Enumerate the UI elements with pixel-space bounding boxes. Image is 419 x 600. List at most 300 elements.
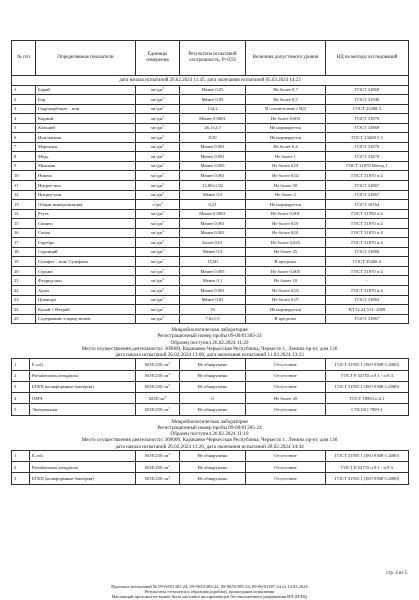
row-number <box>12 370 30 381</box>
unit-cell-text: мг/дм <box>151 115 163 121</box>
lab2-dates: дата начала испытаний 26.02.2024 11:20, дата окончания испытаний 28.02.2024 14:44 <box>115 443 304 450</box>
table-row <box>12 171 409 181</box>
limit-cell <box>246 286 326 296</box>
limit-cell <box>246 133 326 143</box>
unit-cell: $мг/дм^3$ <box>136 85 180 95</box>
table-row <box>12 181 409 191</box>
indicator-name <box>36 123 136 133</box>
unit-cell-text: мг/дм <box>151 287 163 293</box>
table-row <box>12 114 409 124</box>
unit-cell: $мг/дм^3$ <box>136 314 180 324</box>
unit-cell: $мг/дм^3$ <box>136 276 180 286</box>
indicator-name <box>36 95 136 105</box>
result-cell <box>180 171 246 181</box>
indicator-name <box>36 133 136 143</box>
unit-cell: $мг/дм^3$ <box>136 257 180 267</box>
row-number <box>12 171 36 181</box>
indicator-name <box>30 359 136 370</box>
row-number <box>12 381 30 392</box>
unit-cell: $мг/дм^3$ <box>136 295 180 305</box>
result-cell-text: Менее 0,0001 <box>199 211 226 217</box>
indicator-name <box>30 381 136 392</box>
table-row <box>12 228 409 238</box>
limit-cell <box>246 238 326 248</box>
result-cell <box>180 85 246 95</box>
row-number-text: 2 <box>14 96 17 102</box>
limit-cell <box>246 393 326 404</box>
indicator-name-text: Нитрат-ион <box>38 182 61 188</box>
method-cell <box>326 314 409 324</box>
row-number-text: 25 <box>14 316 19 322</box>
method-cell-text: РД 52.24.514 -2009 <box>348 306 386 312</box>
header-cell-text: Величина допустимого уровня <box>252 55 319 61</box>
indicator-name-text: Нитрит-ион <box>38 192 62 198</box>
indicator-name-text: ОМЧ <box>32 395 43 401</box>
limit-cell <box>246 161 326 171</box>
method-cell <box>326 209 409 219</box>
table-row <box>12 238 409 248</box>
limit-cell-text: Не нормируется <box>269 134 302 140</box>
result-cell <box>180 142 246 152</box>
footer-line-2: Результаты относятся к образцам (пробам), прошедшим испытания <box>144 589 275 594</box>
indicator-name <box>36 85 136 95</box>
result-cell <box>180 104 246 114</box>
indicator-name-text: Бор <box>38 96 46 102</box>
method-cell <box>326 190 409 200</box>
result-cell-text: Менее 0,05 <box>201 96 224 102</box>
result-cell <box>180 161 246 171</box>
unit-cell-text: мг/дм <box>151 268 163 274</box>
result-cell <box>180 228 246 238</box>
table-row <box>12 257 409 267</box>
unit-cell-text: мг/дм <box>151 125 163 131</box>
row-number-text: 17 <box>14 239 19 245</box>
unit-cell-text: КОЕ/250 см <box>145 373 169 379</box>
result-cell-text: Более 0,01 <box>202 239 223 245</box>
method-cell-text: ГОСТ 31955.1 (ISO 9308-1:2000) <box>334 361 400 367</box>
table-row <box>12 404 409 415</box>
indicator-name-text: Кальций <box>38 125 55 131</box>
indicator-name-text: Свинец <box>38 220 53 226</box>
limit-cell <box>246 404 326 415</box>
row-number-text: 6 <box>14 134 17 140</box>
unit-cell-text: мг/дм <box>151 297 163 303</box>
table-row <box>12 393 409 404</box>
table-row <box>12 314 409 324</box>
method-cell-text: - <box>366 278 368 284</box>
row-number-text: 4 <box>14 115 17 121</box>
method-cell <box>326 295 409 305</box>
limit-cell <box>246 152 326 162</box>
result-cell-text: Не обнаружено <box>197 453 228 459</box>
result-cell <box>180 190 246 200</box>
date-cell <box>12 76 409 86</box>
row-number <box>12 305 36 315</box>
indicator-name <box>30 450 136 461</box>
table-row <box>12 305 409 315</box>
method-cell <box>326 85 409 95</box>
row-number <box>12 276 36 286</box>
limit-cell <box>246 381 326 392</box>
limit-cell-text: Не более 1 <box>275 153 296 159</box>
unit-cell-text: мг/дм <box>151 258 163 264</box>
result-cell-text: Менее 0,001 <box>200 173 225 179</box>
result-cell-text: 26,1±2,3 <box>204 125 221 131</box>
method-cell <box>326 228 409 238</box>
limit-cell-text: Отсутствие <box>274 475 297 481</box>
unit-cell: $мг/дм^3$ <box>136 247 180 257</box>
method-cell-text: ГОСТ 31863 <box>354 297 380 303</box>
indicator-name-text: Калий + Натрий <box>38 306 70 312</box>
header-cell-text: Единицы измерения <box>146 52 169 63</box>
limit-cell <box>246 142 326 152</box>
result-cell-text: 15,00 <box>207 258 218 264</box>
limit-cell <box>246 314 326 324</box>
limit-cell-text: Не более 0,005 <box>271 268 300 274</box>
method-cell <box>326 370 409 381</box>
limit-cell <box>246 219 326 229</box>
limit-cell <box>246 247 326 257</box>
result-cell-text: Менее 0,001 <box>200 287 225 293</box>
indicator-name <box>30 393 136 404</box>
method-cell-text: ГОСТ 23268.4 <box>353 258 381 264</box>
limit-cell-text: Отсутствие <box>274 407 297 413</box>
limit-cell <box>246 200 326 210</box>
unit-cell: $мг/дм^3$ <box>136 104 180 114</box>
date-row <box>12 76 409 86</box>
row-number-text: 3 <box>14 106 17 112</box>
row-number-text: 3 <box>14 384 17 390</box>
unit-cell-text: мг/дм <box>151 278 163 284</box>
lab1-title: Микробиологическая лаборатория <box>171 327 248 334</box>
method-cell <box>326 266 409 276</box>
result-cell <box>180 247 246 257</box>
limit-cell <box>246 450 326 461</box>
lab1-place: Место осуществления деятельности: 369000, Карачаево-Черкесская Республика, Черкесск г., Ленина пр-кт, дом 136 <box>81 345 338 352</box>
indicator-name-text: Фторид-ион <box>38 278 62 284</box>
row-number <box>12 104 36 114</box>
lab2-received: Образец поступил 26.02.2024 11:10 <box>170 431 249 438</box>
unit-cell: $мг/дм^3$ <box>136 286 180 296</box>
limit-cell <box>246 95 326 105</box>
row-number-text: 23 <box>14 297 19 303</box>
method-cell-text: ГОСТ 31870 п.4 <box>351 230 383 236</box>
result-cell <box>180 381 246 392</box>
table-row <box>12 295 409 305</box>
indicator-name-text: Общая минерализация <box>38 201 83 207</box>
limit-cell-text: Не более 20 <box>273 395 298 401</box>
row-number <box>12 295 36 305</box>
unit-cell: КОЕ/250 $см^3$ <box>136 473 180 484</box>
method-cell <box>326 114 409 124</box>
indicator-name <box>30 473 136 484</box>
limit-cell-text: Не более 0,02 <box>272 173 299 179</box>
unit-cell-text: мг/дм <box>151 316 163 322</box>
unit-cell-text: КОЕ/250 см <box>145 453 169 459</box>
method-cell-text: ГОСТ 23268.5 3 <box>351 134 383 140</box>
row-number-text: 18 <box>14 249 19 255</box>
row-number <box>12 161 36 171</box>
method-cell <box>326 473 409 484</box>
table-row <box>12 381 409 392</box>
unit-cell: $мг/дм^3$ <box>136 305 180 315</box>
limit-cell <box>246 266 326 276</box>
result-cell <box>180 200 246 210</box>
unit-cell-text: мг/дм <box>151 134 163 140</box>
limit-cell <box>246 276 326 286</box>
row-number-text: 16 <box>14 230 19 236</box>
unit-cell-text: мг/дм <box>151 239 163 245</box>
limit-cell-text: Не более 0,01 <box>272 220 299 226</box>
limit-cell-text: Не более 10 <box>273 278 298 284</box>
result-cell-text: 7,6±1,9 <box>205 316 220 322</box>
result-cell-text: 8,50 <box>208 134 217 140</box>
footer-line-3: Настоящий протокол не может быть частично воспроизведен без письменного разрешения ИЛ (ИЛЦ) <box>111 594 308 599</box>
method-cell-text: ГОСТ 31869 <box>354 125 380 131</box>
row-number <box>12 190 36 200</box>
unit-cell: $мг/дм^3$ <box>136 133 180 143</box>
method-cell-text: ГОСТ 31870 п.4 <box>351 173 383 179</box>
row-number <box>12 462 30 473</box>
result-cell <box>180 462 246 473</box>
indicator-name-text: Pseudomonas aeruginosa <box>32 373 79 379</box>
unit-cell-text: КОЕ/см <box>149 395 165 401</box>
method-cell-text: ГОСТ 31949 <box>354 96 380 102</box>
result-cell <box>180 286 246 296</box>
method-cell-text: ГОСТ 31870 <box>354 115 380 121</box>
limit-cell <box>246 190 326 200</box>
unit-cell: $мг/дм^3$ <box>136 152 180 162</box>
unit-cell: $мг/дм^3$ <box>136 266 180 276</box>
result-cell-text: 134,2 <box>207 106 218 112</box>
row-number-text: 2 <box>14 464 17 470</box>
result-cell <box>180 276 246 286</box>
method-cell-text: ГОСТ 31950 п.4 <box>351 211 383 217</box>
limit-cell <box>246 209 326 219</box>
table-row <box>12 161 409 171</box>
method-cell <box>326 305 409 315</box>
method-cell-text: ГОСТ Р 54755 п.9.1 - п.9.3 <box>341 373 393 379</box>
table-row <box>12 209 409 219</box>
indicator-name-text: Мышьяк <box>38 163 56 169</box>
table-row <box>12 133 409 143</box>
limit-cell-text: Не более 0,4 <box>273 144 298 150</box>
row-number <box>12 95 36 105</box>
unit-cell-text: мг/дм <box>151 163 163 169</box>
indicator-name-text: Сурьма <box>38 268 53 274</box>
header-cell <box>246 41 326 76</box>
indicator-name-text: Ион магния <box>38 134 62 140</box>
limit-cell-text: Отсутствие <box>274 464 297 470</box>
result-cell-text: Менее 0,005 <box>200 268 225 274</box>
method-cell-text: ГОСТ 31955.1 (ISO 9308-1:2000) <box>334 453 400 459</box>
unit-cell: $мг/дм^3$ <box>136 171 180 181</box>
result-cell <box>180 450 246 461</box>
limit-cell-text: В соответствие с НД <box>265 106 306 112</box>
result-cell-text: Менее 0,5 <box>202 192 223 198</box>
row-number-text: 1 <box>14 87 17 93</box>
row-number <box>12 123 36 133</box>
method-cell-text: ГОСТ 18164 <box>354 201 380 207</box>
table-row <box>12 200 409 210</box>
unit-cell-text: мг/дм <box>151 230 163 236</box>
header-cell <box>326 41 409 76</box>
indicator-name-text: Стронций <box>38 249 58 255</box>
unit-cell-text: мг/дм <box>151 173 163 179</box>
limit-cell-text: Не более 2 <box>275 192 296 198</box>
indicator-name <box>36 314 136 324</box>
report-page <box>11 40 408 485</box>
limit-cell-text: Не нормируется <box>269 125 302 131</box>
method-cell <box>326 133 409 143</box>
row-number-text: 22 <box>14 287 19 293</box>
row-number <box>12 266 36 276</box>
indicator-name-text: Сульфат – ион/ Сульфаты <box>38 258 88 264</box>
indicator-name <box>36 266 136 276</box>
indicator-name <box>36 181 136 191</box>
method-cell-text: ГОСТ Р 54755 п.9.1 - п.9.3 <box>341 464 393 470</box>
indicator-name <box>36 276 136 286</box>
unit-cell-text: мг/дм <box>151 306 163 312</box>
indicator-name-text: Pseudomonas aeruginosa <box>32 464 79 470</box>
row-number-text: 2 <box>14 373 17 379</box>
limit-cell <box>246 104 326 114</box>
unit-cell-text: мг/дм <box>151 153 163 159</box>
row-number <box>12 238 36 248</box>
method-cell <box>326 381 409 392</box>
indicator-name-text: Ртуть <box>38 211 49 217</box>
unit-cell: КОЕ/250 $см^3$ <box>136 381 180 392</box>
limit-cell-text: Не более 0,001 <box>271 211 300 217</box>
limit-cell-text: Не более 0,01 <box>272 230 299 236</box>
result-cell <box>180 370 246 381</box>
result-cell <box>180 404 246 415</box>
row-number <box>12 314 36 324</box>
table-row <box>12 152 409 162</box>
row-number-text: 14 <box>14 211 19 217</box>
result-cell-text: 0 <box>211 395 214 401</box>
method-cell <box>326 171 409 181</box>
limit-cell <box>246 228 326 238</box>
limit-cell-text: Не более 0,07 <box>272 297 299 303</box>
table-row <box>12 286 409 296</box>
result-cell-text: Менее 0,05 <box>201 87 224 93</box>
unit-cell-text: КОЕ/250 см <box>145 361 169 367</box>
result-cell-text: Не обнаружено <box>197 475 228 481</box>
row-number <box>12 450 30 461</box>
table-row <box>12 190 409 200</box>
row-number-text: 4 <box>14 395 17 401</box>
table-row <box>12 123 409 133</box>
unit-cell-text: мг/дм <box>151 96 163 102</box>
indicator-name-text: Энтерококки <box>32 407 58 413</box>
result-cell-text: Менее 0,01 <box>201 297 224 303</box>
result-cell-text: Не обнаружено <box>197 384 228 390</box>
method-cell-text: ГОСТ 31870 п.4 <box>351 239 383 245</box>
unit-cell: КОЕ/250 $см^3$ <box>136 370 180 381</box>
result-cell-text: Менее 0,001 <box>200 144 225 150</box>
row-number <box>12 133 36 143</box>
unit-cell: $мг/дм^3$ <box>136 95 180 105</box>
table-header-row <box>12 41 409 76</box>
lab1-table <box>11 358 409 415</box>
indicator-name <box>36 142 136 152</box>
indicator-name <box>36 247 136 257</box>
row-number-text: 9 <box>14 163 17 169</box>
result-cell-text: 0,21 <box>208 201 217 207</box>
limit-cell-text: Не более 50 <box>273 182 298 188</box>
table-row <box>12 104 409 114</box>
limit-cell-text: Не более 0,7 <box>273 87 298 93</box>
limit-cell <box>246 473 326 484</box>
result-cell <box>180 305 246 315</box>
header-cell <box>36 41 136 76</box>
limit-cell-text: В пределах <box>274 258 297 264</box>
limit-cell-text: Не более 0,003 <box>271 115 300 121</box>
date-cell-text: дата начала испытаний 26.02.2024 11:45, дата окончания испытаний 05.03.2024 14:23 <box>119 77 301 83</box>
result-cell <box>180 209 246 219</box>
row-number-text: 7 <box>14 144 17 150</box>
unit-cell: $мг/дм^3$ <box>136 190 180 200</box>
lab1-reg: Регистрационный номер пробы 09-00/01383-24 <box>157 333 262 340</box>
method-cell <box>326 404 409 415</box>
unit-cell: $мг/дм^3$ <box>136 142 180 152</box>
indicator-name <box>36 295 136 305</box>
result-cell-text: Менее 0,005 <box>200 163 225 169</box>
result-cell <box>180 181 246 191</box>
method-cell <box>326 247 409 257</box>
unit-cell-text: КОЕ/250 см <box>145 464 169 470</box>
limit-cell <box>246 123 326 133</box>
result-cell <box>180 219 246 229</box>
result-cell-text: Не обнаружено <box>197 407 228 413</box>
method-cell <box>326 393 409 404</box>
indicator-name-text: Никель <box>38 173 53 179</box>
result-cell <box>180 266 246 276</box>
limit-cell-text: Не нормируется <box>269 306 302 312</box>
lab2-reg: Регистрационный номер пробы 09-00/01385-24 <box>157 424 262 431</box>
indicator-name <box>36 209 136 219</box>
row-number-text: 11 <box>14 182 19 188</box>
limit-cell <box>246 114 326 124</box>
indicator-name-text: Кадмий <box>38 115 54 121</box>
method-cell-text: ГОСТ 31955.1 (ISO 9308-1:2000) <box>334 384 400 390</box>
unit-cell: $г/дм^3$ <box>136 200 180 210</box>
limit-cell <box>246 295 326 305</box>
unit-cell: КОЕ/$см^3$ <box>136 393 180 404</box>
method-cell <box>326 257 409 267</box>
unit-cell-text: КОЕ/250 см <box>145 475 169 481</box>
unit-cell: $мг/дм^3$ <box>136 219 180 229</box>
method-cell <box>326 104 409 114</box>
result-cell <box>180 238 246 248</box>
indicator-name-text: E.coli <box>32 361 43 367</box>
indicator-name <box>36 238 136 248</box>
unit-cell: $мг/дм^3$ <box>136 114 180 124</box>
method-cell <box>326 286 409 296</box>
method-cell-text: ГОСТ 23268.3 <box>353 106 381 112</box>
result-cell-text: Не обнаружено <box>197 464 228 470</box>
limit-cell <box>246 305 326 315</box>
row-number <box>12 228 36 238</box>
row-number <box>12 85 36 95</box>
row-number-text: 21 <box>14 278 19 284</box>
method-cell-text: ГОСТ 31867 <box>354 316 380 322</box>
method-cell-text: ГОСТ 31955.1 (ISO 9308-1:2000) <box>334 475 400 481</box>
row-number <box>12 247 36 257</box>
limit-cell-text: Не более 25 <box>273 249 298 255</box>
row-number <box>12 219 36 229</box>
